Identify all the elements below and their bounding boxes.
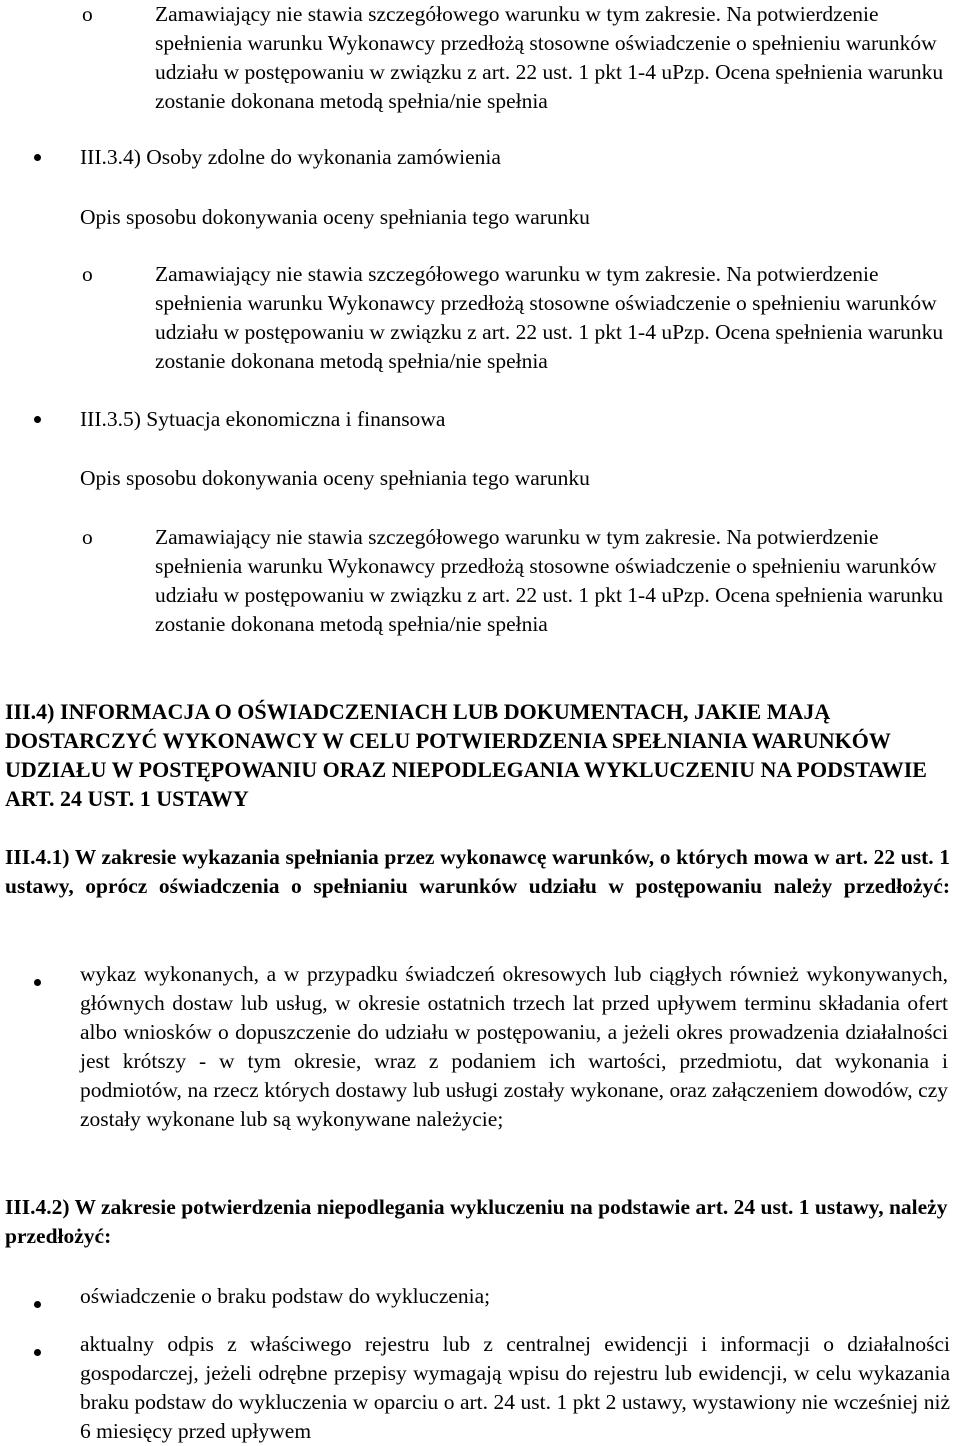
list-marker-o: o: [82, 2, 93, 26]
list-item-requirement-1: Zamawiający nie stawia szczegółowego warunku w tym zakresie. Na potwierdzenie spełnienia warunku Wykonawcy przedłożą stosowne oświadczenie o spełnieniu warunków udziału w postępowaniu w związku z art. 22 ust. 1 pkt 1-4 uPzp. Ocena spełnienia warunku zostanie dokonana metodą spełnia/nie spełnia: [155, 2, 944, 113]
section-3-3-5-title: III.3.5) Sytuacja ekonomiczna i finansowa: [80, 407, 446, 431]
bullet-dot: [34, 1301, 41, 1308]
list-marker-o: o: [82, 262, 93, 286]
section-3-3-4-title: III.3.4) Osoby zdolne do wykonania zamówienia: [80, 145, 501, 169]
bullet-dot: [34, 979, 41, 986]
section-3-4-heading: III.4) INFORMACJA O OŚWIADCZENIACH LUB DOKUMENTACH, JAKIE MAJĄ DOSTARCZYĆ WYKONAWCY W CELU POTWIERDZENIA SPEŁNIANIA WARUNKÓW UDZIAŁU W POSTĘPOWANIU ORAZ NIEPODLEGANIA WYKLUCZENIU NA PODSTAWIE ART. 24 UST. 1 USTAWY: [5, 699, 927, 811]
list-item-aktualny-odpis: aktualny odpis z właściwego rejestru lub z centralnej ewidencji i informacji o działalności gospodarczej, jeżeli odrębne przepisy wymagają wpisu do rejestru lub ewidencji, w celu wykazania braku podstaw do wykluczenia w oparciu o art. 24 ust. 1 pkt 2 ustawy, wystawiony nie wcześniej niż 6 miesięcy przed upływem: [80, 1332, 950, 1443]
section-3-4-2-paragraph: III.4.2) W zakresie potwierdzenia niepodlegania wykluczeniu na podstawie art. 24 ust. 1 ustawy, należy przedłożyć:: [5, 1195, 948, 1248]
bullet-dot: [34, 1349, 41, 1356]
list-marker-o: o: [82, 525, 93, 549]
section-3-4-1-paragraph: III.4.1) W zakresie wykazania spełniania przez wykonawcę warunków, o których mowa w art. 22 ust. 1 ustawy, oprócz oświadczenia o spełnianiu warunków udziału w postępowaniu należy przedłożyć:: [5, 845, 950, 898]
evaluation-method-label-2: Opis sposobu dokonywania oceny spełniania tego warunku: [80, 466, 590, 490]
evaluation-method-label-1: Opis sposobu dokonywania oceny spełniania tego warunku: [80, 205, 590, 229]
bullet-dot: [34, 154, 41, 161]
list-item-wykaz: wykaz wykonanych, a w przypadku świadczeń okresowych lub ciągłych również wykonywanych, głównych dostaw lub usług, w okresie ostatnich trzech lat przed upływem terminu składania ofert albo wniosków o dopuszczenie do udziału w postępowaniu, a jeżeli okres prowadzenia działalności jest krótszy - w tym okresie, wraz z podaniem ich wartości, przedmiotu, dat wykonania i podmiotów, na rzecz których dostawy lub usługi zostały wykonane, oraz załączeniem dowodów, czy zostały wykonane lub są wykonywane należycie;: [80, 962, 948, 1131]
list-item-requirement-3: Zamawiający nie stawia szczegółowego warunku w tym zakresie. Na potwierdzenie spełnienia warunku Wykonawcy przedłożą stosowne oświadczenie o spełnieniu warunków udziału w postępowaniu w związku z art. 22 ust. 1 pkt 1-4 uPzp. Ocena spełnienia warunku zostanie dokonana metodą spełnia/nie spełnia: [155, 525, 944, 636]
list-item-oswiadczenie: oświadczenie o braku podstaw do wykluczenia;: [80, 1284, 491, 1308]
bullet-dot: [34, 416, 41, 423]
list-item-requirement-2: Zamawiający nie stawia szczegółowego warunku w tym zakresie. Na potwierdzenie spełnienia warunku Wykonawcy przedłożą stosowne oświadczenie o spełnieniu warunków udziału w postępowaniu w związku z art. 22 ust. 1 pkt 1-4 uPzp. Ocena spełnienia warunku zostanie dokonana metodą spełnia/nie spełnia: [155, 262, 944, 373]
